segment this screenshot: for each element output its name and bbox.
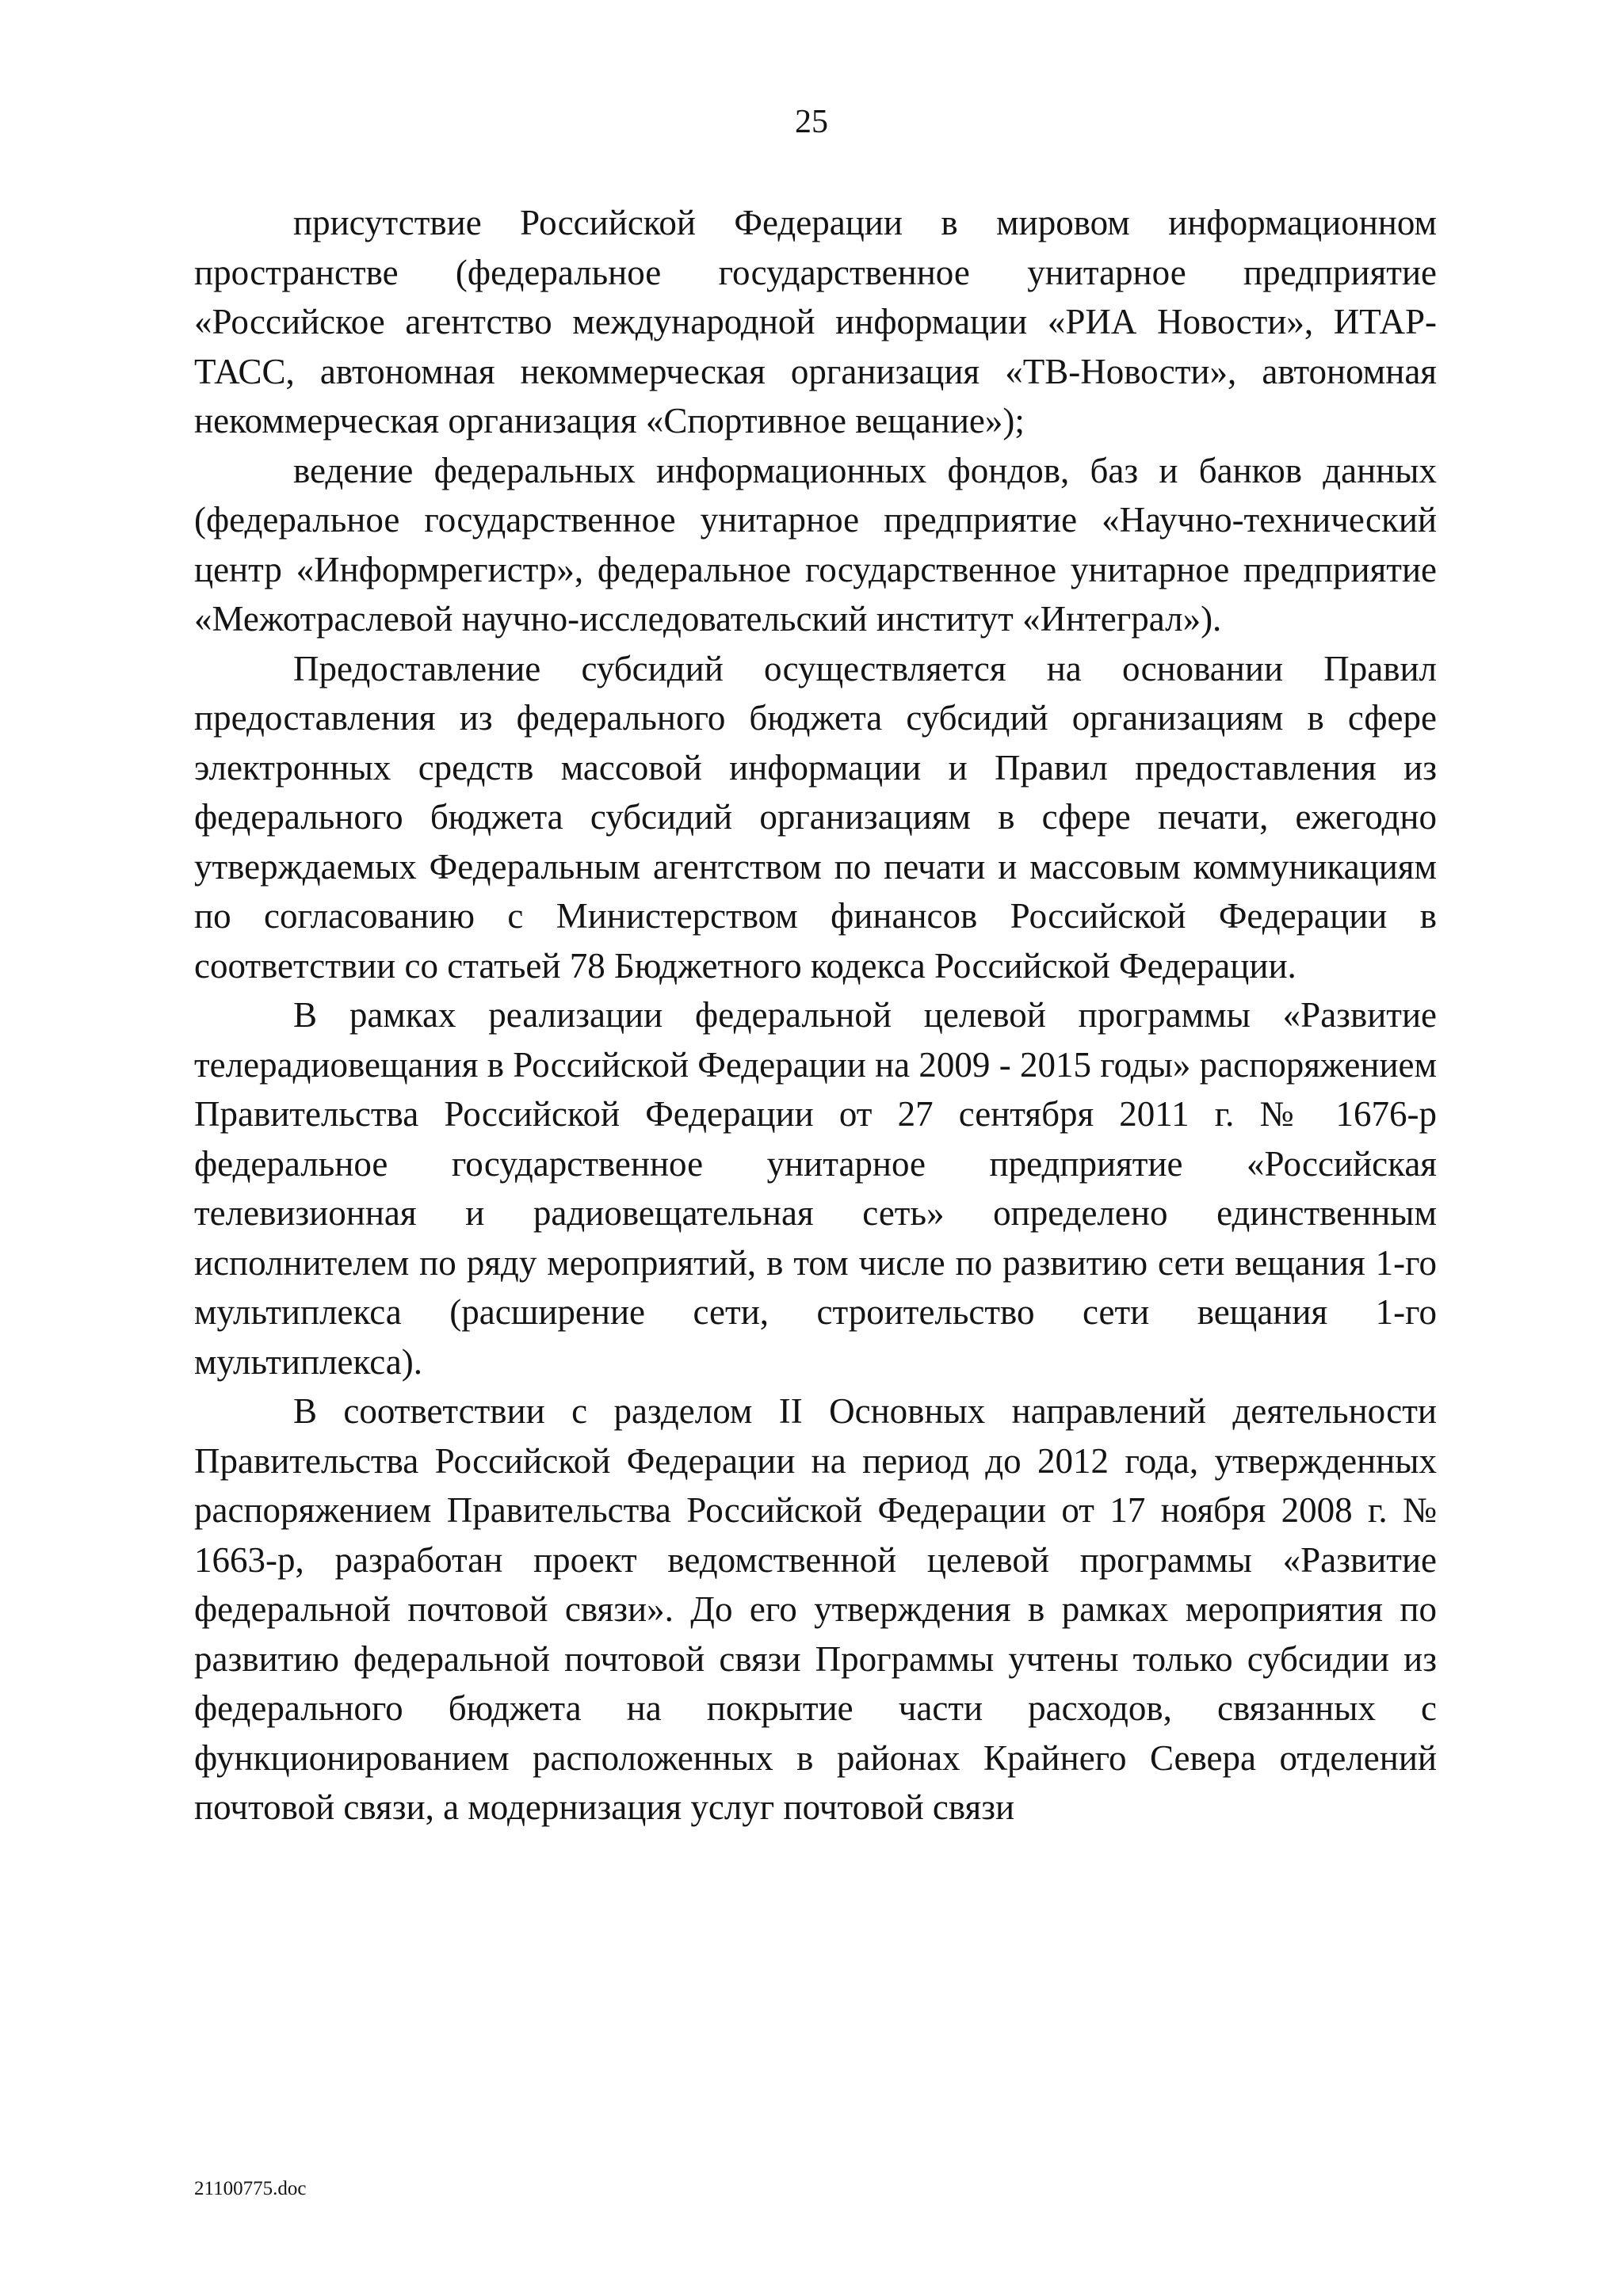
paragraph-postal-program: В соответствии с разделом II Основных направлений деятельности Правительства Российской Федерации на период до 2012 года, утвержденных распоряжением Правительства Российской Федерации от 17 ноября 2008 г. № 1663-р, разработан проект ведомственной целевой программы «Развитие федеральной почтовой связи». До его утверждения в рамках мероприятия по развитию федеральной почтовой связи Программы учтены только субсидии из федерального бюджета на покрытие части расходов, связанных с функционированием расположенных в районах Крайнего Севера отделений почтовой связи, а модернизация услуг почтовой связи	[194, 1391, 1437, 1827]
page-number: 25	[795, 104, 828, 140]
document-body	[194, 198, 1437, 1833]
paragraph-information-funds: ведение федеральных информационных фондов, баз и банков данных (федеральное государственное унитарное предприятие «Научно-технический центр «Информрегистр», федеральное государственное унитарное предприятие «Межотраслевой научно-исследовательский институт «Интеграл»).	[194, 450, 1437, 639]
footer-filename: 21100775.doc	[194, 2178, 307, 2199]
paragraph-media-presence: присутствие Российской Федерации в мировом информационном пространстве (федеральное государственное унитарное предприятие «Российское агентство международной информации «РИА Новости», ИТАР-ТАСС, автономная некоммерческая организация «ТВ-Новости», автономная некоммерческая организация «Спортивное вещание»);	[194, 203, 1437, 441]
paragraph-broadcasting-program: В рамках реализации федеральной целевой программы «Развитие телерадиовещания в Российской Федерации на 2009 - 2015 годы» распоряжением Правительства Российской Федерации от 27 сентября 2011 г. № 1676-р федеральное государственное унитарное предприятие «Российская телевизионная и радиовещательная сеть» определено единственным исполнителем по ряду мероприятий, в том числе по развитию сети вещания 1-го мультиплекса (расширение сети, строительство сети вещания 1-го мультиплекса).	[194, 995, 1437, 1382]
paragraph-subsidies-rules: Предоставление субсидий осуществляется на основании Правил предоставления из федерального бюджета субсидий организациям в сфере электронных средств массовой информации и Правил предоставления из федерального бюджета субсидий организациям в сфере печати, ежегодно утверждаемых Федеральным агентством по печати и массовым коммуникациям по согласованию с Министерством финансов Российской Федерации в соответствии со статьей 78 Бюджетного кодекса Российской Федерации.	[194, 648, 1437, 986]
